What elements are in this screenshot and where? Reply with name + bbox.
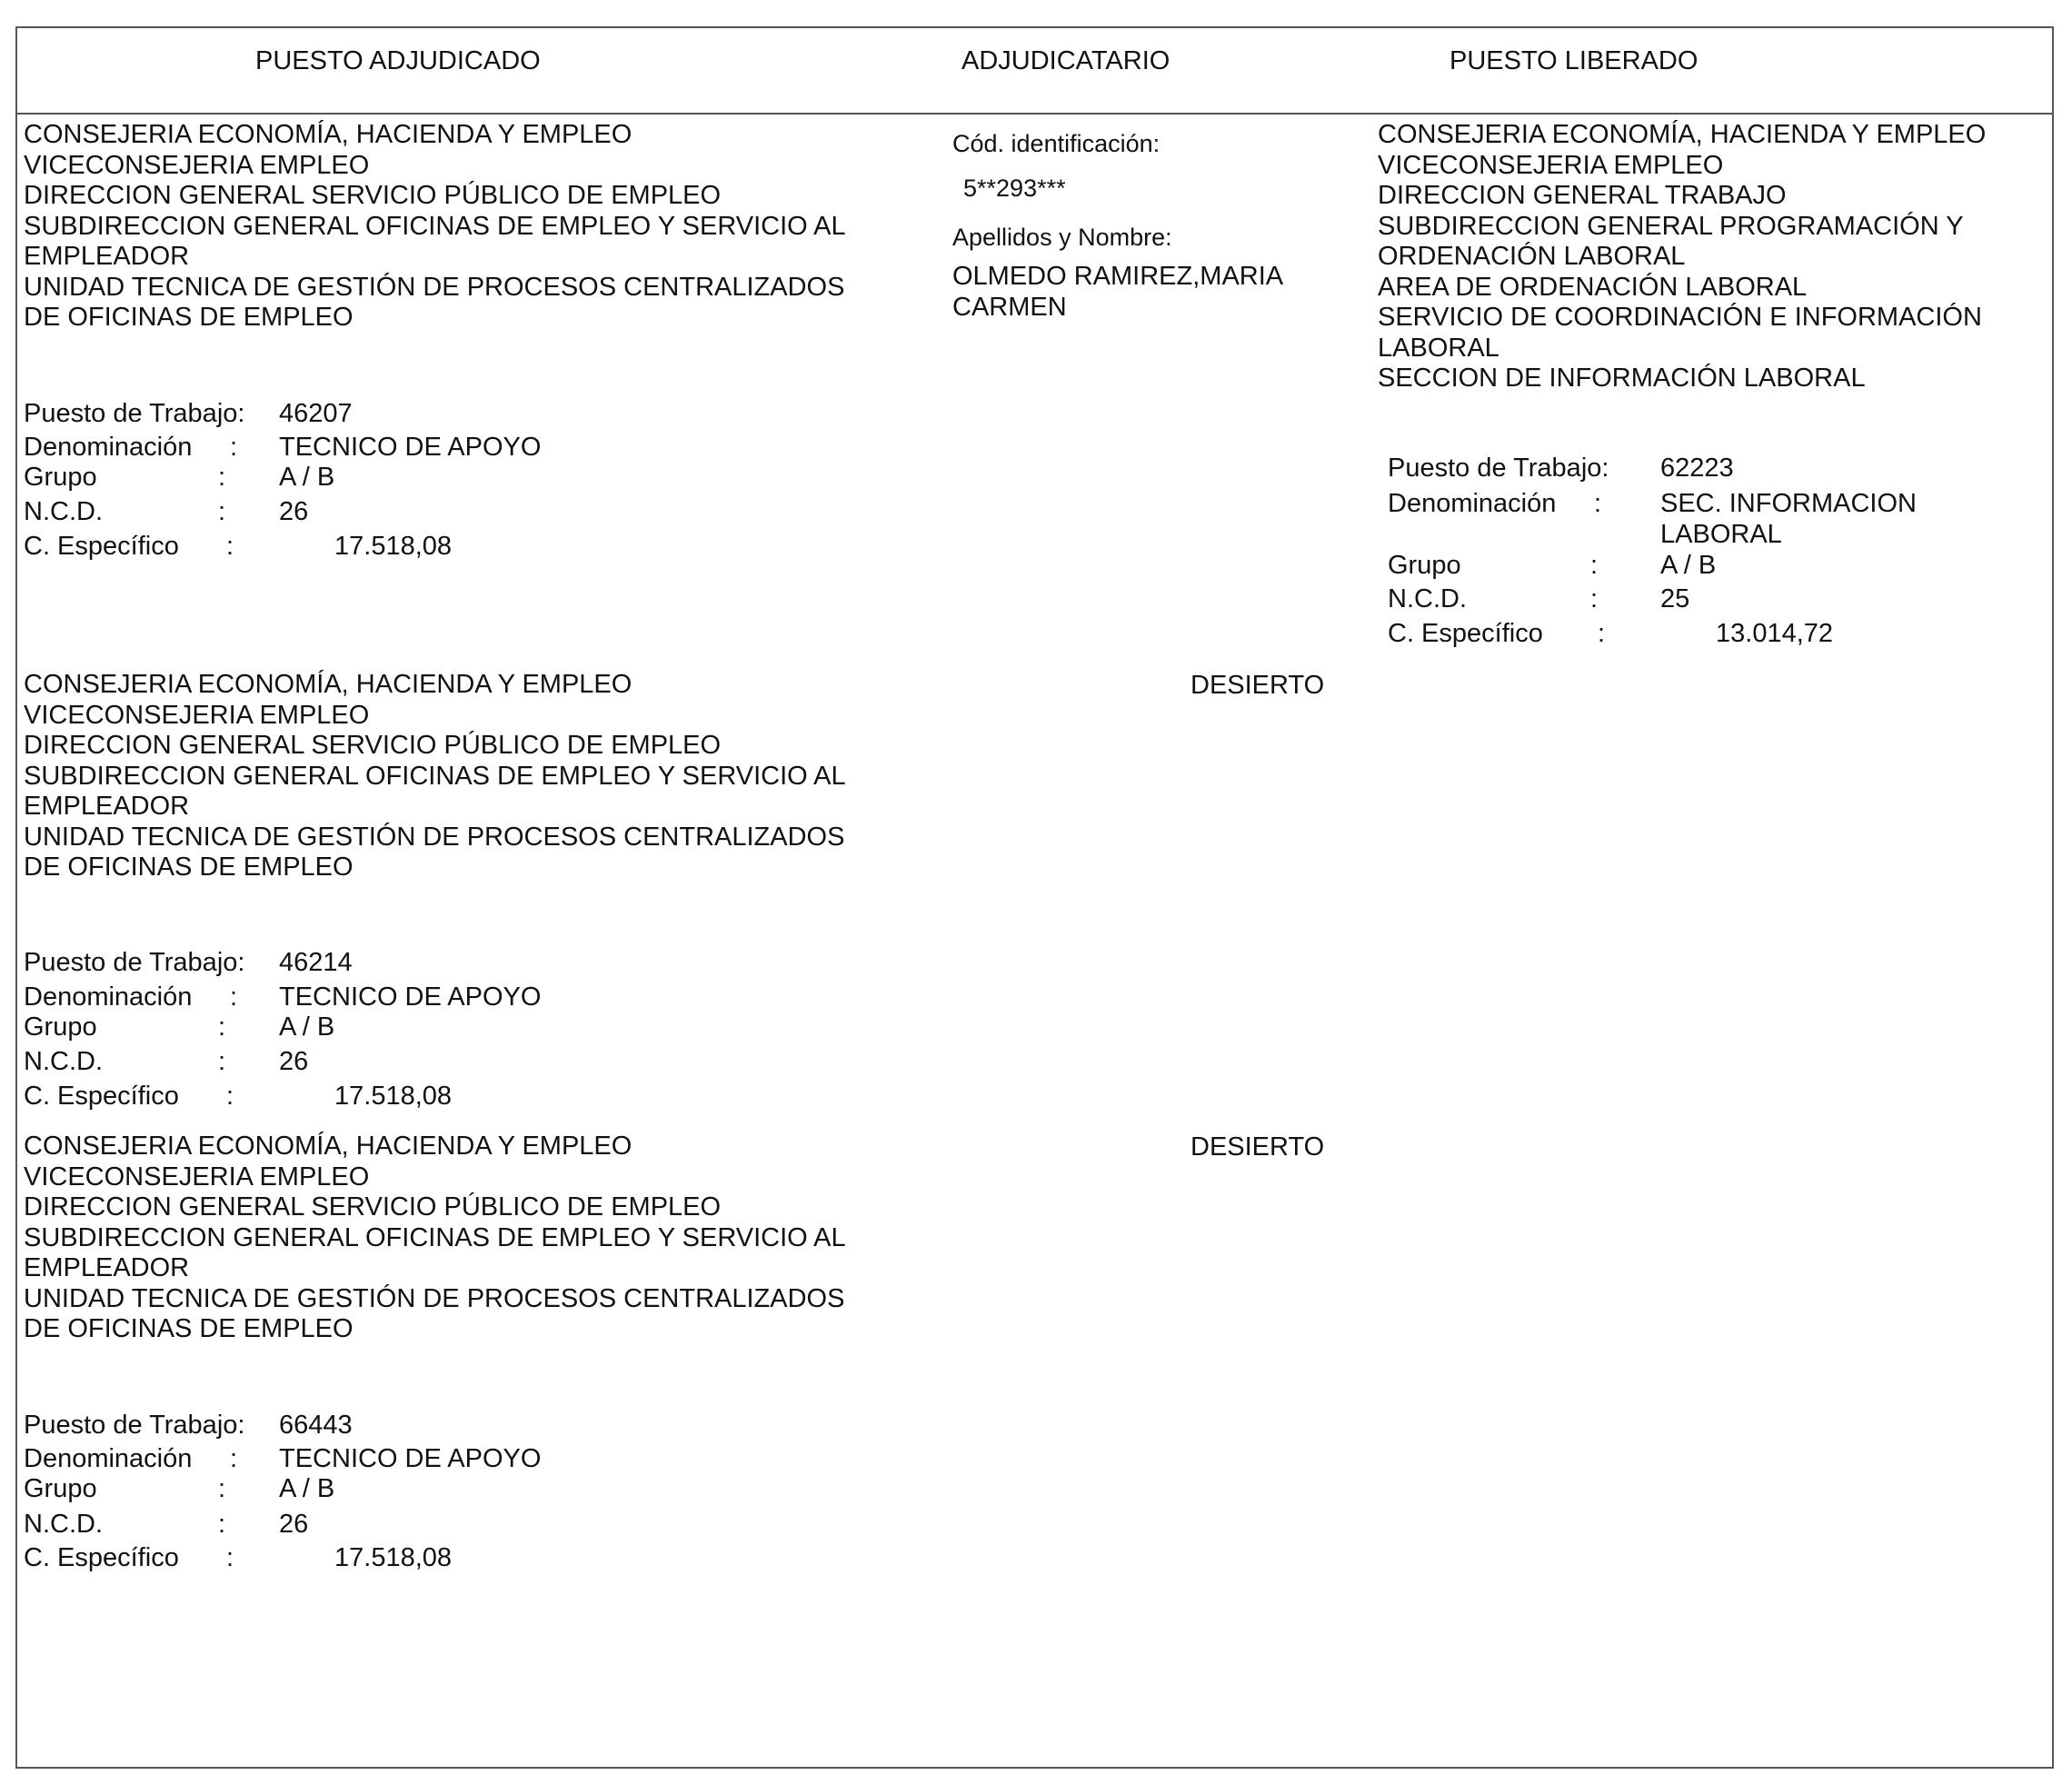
row1-label-denominacion: Denominación [24,433,193,462]
lib-value-denominacion-1: SEC. INFORMACION [1660,489,1917,518]
header-puesto-liberado: PUESTO LIBERADO [1449,46,1698,75]
org-line: DIRECCION GENERAL SERVICIO PÚBLICO DE EMPLEO [24,731,722,760]
row3-colon: : [218,1474,226,1503]
org-line: SUBDIRECCION GENERAL OFICINAS DE EMPLEO Y SERVICIO AL [24,211,846,241]
lib-colon: : [1590,584,1599,613]
row1-colon: : [218,497,226,526]
org-line: DE OFICINAS DE EMPLEO [24,853,354,882]
lib-value-ncd: 25 [1660,584,1690,613]
lib-value-grupo: A / B [1660,551,1717,580]
org-line: VICECONSEJERIA EMPLEO [24,700,370,730]
row1-value-ncd: 26 [279,497,309,526]
row1-value-especifico: 17.518,08 [334,532,453,561]
row2-colon: : [230,982,238,1012]
lib-label-denominacion: Denominación [1388,489,1557,518]
cod-identificacion-label: Cód. identificación: [952,130,1161,157]
apellidos-nombre-label: Apellidos y Nombre: [952,224,1172,251]
row3-label-grupo: Grupo [24,1474,97,1503]
lib-value-denominacion-2: LABORAL [1660,520,1782,549]
org-line: DIRECCION GENERAL SERVICIO PÚBLICO DE EMPLEO [24,181,722,210]
org-line: AREA DE ORDENACIÓN LABORAL [1378,272,1808,302]
org-line: CONSEJERIA ECONOMÍA, HACIENDA Y EMPLEO [24,120,633,149]
adjudicatario-name [952,262,1283,323]
row2-colon: : [218,1047,226,1076]
row1-value-grupo: A / B [279,463,335,492]
org-line: EMPLEADOR [24,1253,190,1282]
row3-colon: : [226,1543,234,1572]
org-line: CONSEJERIA ECONOMÍA, HACIENDA Y EMPLEO [24,1132,633,1161]
org-line: DIRECCION GENERAL TRABAJO [1378,181,1787,210]
row1-adjudicado-org [24,120,846,334]
name-line: CARMEN [952,292,1067,322]
row1-label-especifico: C. Específico [24,532,179,561]
row3-label-denominacion: Denominación [24,1444,193,1473]
row3-adjudicado-org [24,1132,846,1345]
row2-label-grupo: Grupo [24,1012,97,1042]
lib-label-especifico: C. Específico [1388,619,1543,648]
row3-value-grupo: A / B [279,1474,335,1503]
org-line: SUBDIRECCION GENERAL OFICINAS DE EMPLEO Y SERVICIO AL [24,1222,846,1252]
org-line: VICECONSEJERIA EMPLEO [24,150,370,180]
lib-colon: : [1594,489,1602,518]
org-line: LABORAL [1378,333,1499,363]
org-line: DE OFICINAS DE EMPLEO [24,1314,354,1343]
row3-colon: : [218,1510,226,1539]
row3-label-especifico: C. Específico [24,1543,179,1572]
row2-adjudicado-org [24,670,846,883]
header-adjudicatario: ADJUDICATARIO [961,46,1170,75]
lib-label-ncd: N.C.D. [1388,584,1467,613]
org-line: DIRECCION GENERAL SERVICIO PÚBLICO DE EMPLEO [24,1192,722,1222]
row3-value-especifico: 17.518,08 [334,1543,453,1572]
org-line: EMPLEADOR [24,792,190,821]
org-line: VICECONSEJERIA EMPLEO [24,1162,370,1192]
row1-label-puesto: Puesto de Trabajo: [24,399,245,428]
row1-colon: : [230,433,238,462]
row2-value-puesto: 46214 [279,948,353,977]
lib-value-especifico: 13.014,72 [1716,619,1834,648]
row2-label-puesto: Puesto de Trabajo: [24,948,245,977]
name-line: OLMEDO RAMIREZ,MARIA [952,262,1284,291]
org-line: SUBDIRECCION GENERAL PROGRAMACIÓN Y [1378,211,1964,241]
header-divider [15,113,2054,115]
row2-value-ncd: 26 [279,1047,309,1076]
row2-colon: : [226,1082,234,1111]
row2-value-especifico: 17.518,08 [334,1082,453,1111]
cod-identificacion-value: 5**293*** [963,175,1066,202]
lib-label-grupo: Grupo [1388,551,1461,580]
lib-value-puesto: 62223 [1660,454,1734,483]
row3-colon: : [230,1444,238,1473]
row1-label-ncd: N.C.D. [24,497,103,526]
row3-desierto-status: DESIERTO [1190,1132,1325,1162]
org-line: SUBDIRECCION GENERAL OFICINAS DE EMPLEO Y SERVICIO AL [24,761,846,791]
row3-value-denominacion: TECNICO DE APOYO [279,1444,542,1473]
org-line: CONSEJERIA ECONOMÍA, HACIENDA Y EMPLEO [24,670,633,699]
row1-value-puesto: 46207 [279,399,353,428]
org-line: UNIDAD TECNICA DE GESTIÓN DE PROCESOS CENTRALIZADOS [24,1283,845,1313]
row2-label-ncd: N.C.D. [24,1047,103,1076]
row1-liberado-org [1378,120,1986,394]
row1-label-grupo: Grupo [24,463,97,492]
row1-value-denominacion: TECNICO DE APOYO [279,433,542,462]
lib-label-puesto: Puesto de Trabajo: [1388,454,1609,483]
lib-colon: : [1590,551,1599,580]
row3-value-puesto: 66443 [279,1411,353,1440]
row2-desierto-status: DESIERTO [1190,671,1325,700]
org-line: CONSEJERIA ECONOMÍA, HACIENDA Y EMPLEO [1378,120,1987,149]
org-line: EMPLEADOR [24,242,190,271]
lib-colon: : [1598,619,1606,648]
org-line: SERVICIO DE COORDINACIÓN E INFORMACIÓN [1378,303,1982,332]
org-line: ORDENACIÓN LABORAL [1378,242,1686,271]
row1-colon: : [226,532,234,561]
org-line: VICECONSEJERIA EMPLEO [1378,150,1724,180]
header-puesto-adjudicado: PUESTO ADJUDICADO [255,46,541,75]
row2-label-denominacion: Denominación [24,982,193,1012]
row3-label-puesto: Puesto de Trabajo: [24,1411,245,1440]
org-line: UNIDAD TECNICA DE GESTIÓN DE PROCESOS CENTRALIZADOS [24,272,845,302]
org-line: UNIDAD TECNICA DE GESTIÓN DE PROCESOS CENTRALIZADOS [24,822,845,852]
row2-value-grupo: A / B [279,1012,335,1042]
row1-colon: : [218,463,226,492]
row2-colon: : [218,1012,226,1042]
row2-label-especifico: C. Específico [24,1082,179,1111]
org-line: SECCION DE INFORMACIÓN LABORAL [1378,364,1866,393]
row2-value-denominacion: TECNICO DE APOYO [279,982,542,1012]
row3-value-ncd: 26 [279,1510,309,1539]
row3-label-ncd: N.C.D. [24,1510,103,1539]
org-line: DE OFICINAS DE EMPLEO [24,303,354,332]
